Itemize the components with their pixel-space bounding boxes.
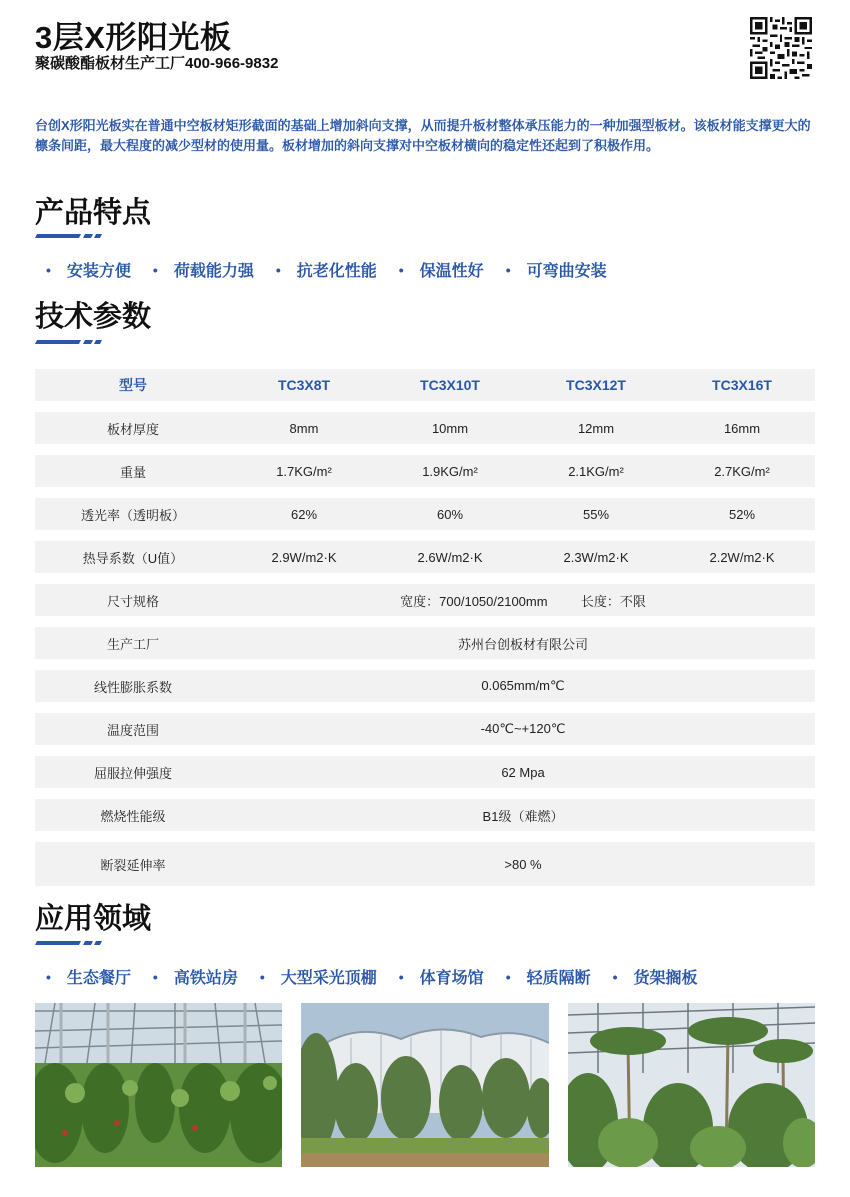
cell: 2.7KG/m² [669, 455, 815, 487]
column-header: TC3X12T [523, 369, 669, 401]
column-header: TC3X16T [669, 369, 815, 401]
cell: 2.1KG/m² [523, 455, 669, 487]
feature-item: • 抗老化性能 [275, 261, 377, 280]
cell: 12mm [523, 412, 669, 444]
feature-item: • 安装方便 [46, 261, 131, 280]
column-header: TC3X10T [377, 369, 523, 401]
stadium-photo [301, 1003, 549, 1167]
application-item: • 轻质隔断 [505, 968, 591, 987]
feature-item: • 保温性好 [398, 261, 484, 280]
application-item: • 高铁站房 [152, 968, 238, 987]
heading-underline [35, 941, 105, 947]
table-row [35, 584, 815, 616]
heading-underline [35, 234, 105, 240]
greenhouse-photo [35, 1003, 282, 1167]
row-label: 板材厚度 [35, 412, 231, 444]
cell: 苏州台创板材有限公司 [231, 627, 815, 659]
table-row [35, 627, 815, 659]
row-label: 温度范围 [35, 713, 231, 745]
application-item: • 货架搁板 [612, 968, 698, 987]
application-item: • 体育场馆 [398, 968, 484, 987]
page-title: 3层X形阳光板 [35, 20, 232, 55]
size-length: 长度：不限 [580, 593, 646, 609]
cell [231, 584, 815, 616]
cell: 10mm [377, 412, 523, 444]
table-row [35, 412, 815, 444]
table-row [35, 541, 815, 573]
cell: 2.2W/m2·K [669, 541, 815, 573]
specs-heading: 技术参数 [35, 301, 152, 333]
applications-heading: 应用领域 [35, 903, 152, 935]
row-label: 重量 [35, 455, 231, 487]
table-header-row [35, 369, 815, 401]
qr-code-icon[interactable] [749, 17, 813, 79]
cell: >80 % [231, 842, 815, 886]
feature-item: • 荷载能力强 [152, 261, 254, 280]
table-row [35, 799, 815, 831]
cell: 60% [377, 498, 523, 530]
row-label: 透光率（透明板） [35, 498, 231, 530]
table-row [35, 756, 815, 788]
table-row [35, 842, 815, 886]
heading-underline [35, 340, 105, 346]
application-item: • 大型采光顶棚 [259, 968, 377, 987]
row-label: 屈服拉伸强度 [35, 756, 231, 788]
cell: -40℃~+120℃ [231, 713, 815, 745]
intro-paragraph: 台创X形阳光板实在普通中空板材矩形截面的基础上增加斜向支撑，从而提升板材整体承压能力的一种加强型板材。该板材能支撑更大的檩条间距，最大程度的减少型材的使用量。板材增加的斜向支撑对中空板材横向的稳定性还起到了积极作用。 [35, 118, 811, 153]
cell: 0.065mm/m℃ [231, 670, 815, 702]
cell: 2.9W/m2·K [231, 541, 377, 573]
palm-greenhouse-photo [568, 1003, 815, 1167]
cell: 16mm [669, 412, 815, 444]
cell: 2.6W/m2·K [377, 541, 523, 573]
cell: 2.3W/m2·K [523, 541, 669, 573]
column-header: TC3X8T [231, 369, 377, 401]
column-header: 型号 [35, 369, 231, 401]
cell: 55% [523, 498, 669, 530]
row-label: 生产工厂 [35, 627, 231, 659]
row-label: 线性膨胀系数 [35, 670, 231, 702]
row-label: 断裂延伸率 [35, 842, 231, 886]
applications-list [46, 965, 720, 988]
feature-item: • 可弯曲安装 [505, 261, 607, 280]
table-row [35, 670, 815, 702]
cell: 62% [231, 498, 377, 530]
row-label: 尺寸规格 [35, 584, 231, 616]
row-label: 热导系数（U值） [35, 541, 231, 573]
subtitle-phone: 聚碳酸酯板材生产工厂400-966-9832 [35, 55, 279, 72]
spec-table [35, 358, 815, 897]
cell: B1级（难燃） [231, 799, 815, 831]
table-row [35, 455, 815, 487]
size-width: 宽度：700/1050/2100mm [400, 593, 548, 609]
table-row [35, 713, 815, 745]
table-row [35, 498, 815, 530]
features-list [46, 258, 629, 281]
cell: 1.9KG/m² [377, 455, 523, 487]
cell: 8mm [231, 412, 377, 444]
row-label: 燃烧性能级 [35, 799, 231, 831]
features-heading: 产品特点 [35, 197, 152, 229]
cell: 62 Mpa [231, 756, 815, 788]
cell: 1.7KG/m² [231, 455, 377, 487]
cell: 52% [669, 498, 815, 530]
application-item: • 生态餐厅 [46, 968, 131, 987]
